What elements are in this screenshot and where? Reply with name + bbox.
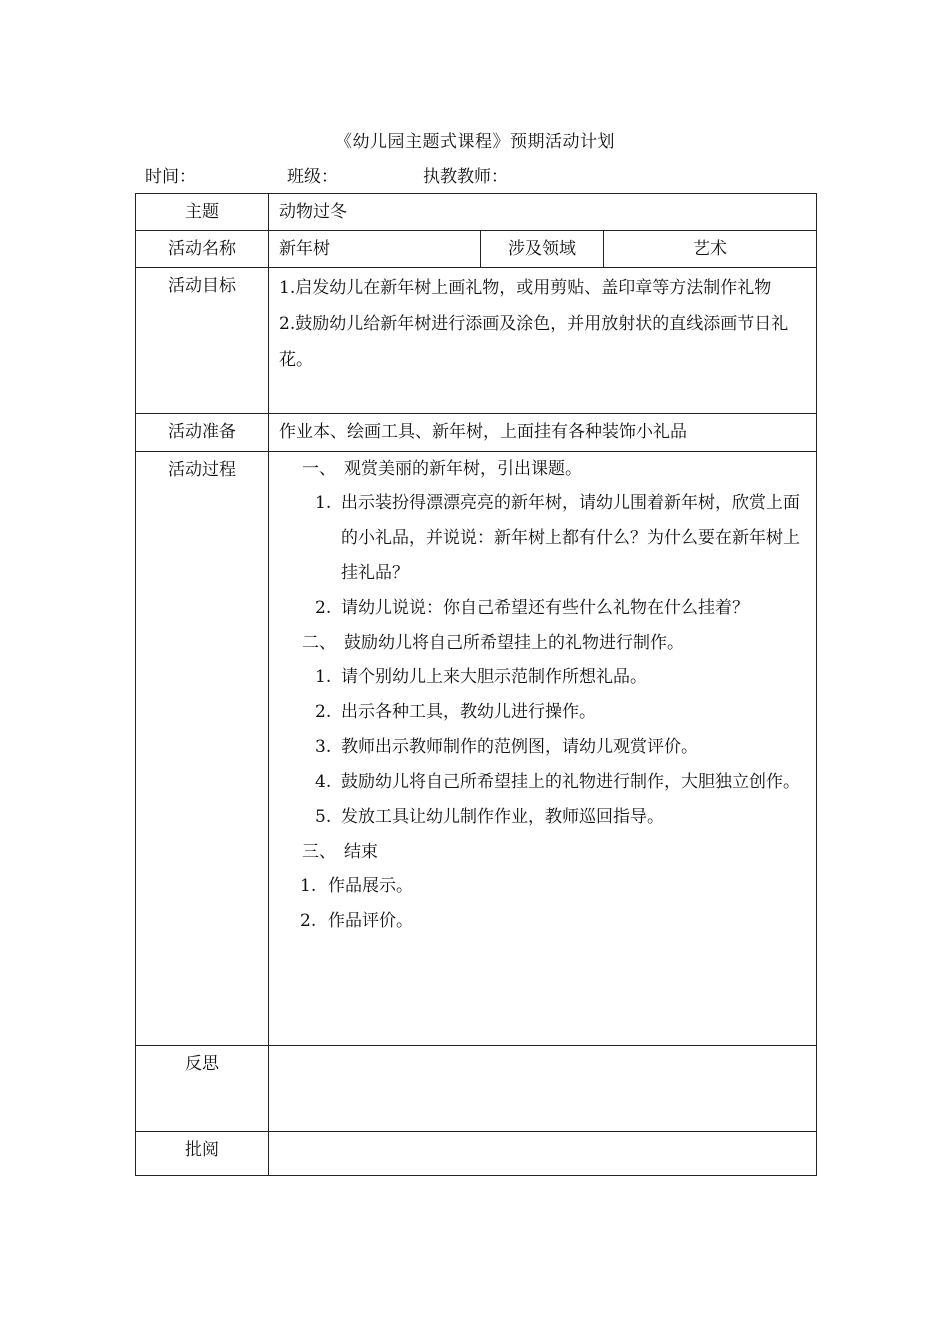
activity-name-label: 活动名称 xyxy=(136,231,269,268)
page-title: 《幼儿园主题式课程》预期活动计划 xyxy=(335,132,615,152)
process-section-heading xyxy=(269,835,810,869)
process-cell xyxy=(269,452,817,1046)
process-step xyxy=(269,869,810,904)
process-step xyxy=(269,486,810,591)
activity-name-row xyxy=(136,231,817,268)
step-text: 教师出示教师制作的范例图，请幼儿观赏评价。 xyxy=(341,737,698,757)
step-number: 1. xyxy=(315,493,332,513)
section-number: 一、 xyxy=(302,459,336,479)
step-text: 出示装扮得漂漂亮亮的新年树，请幼儿围着新年树，欣赏上面的小礼品，并说说：新年树上都有什么？为什么要在新年树上挂礼品？ xyxy=(341,493,800,583)
goal-item: 2.鼓励幼儿给新年树进行添画及涂色，并用放射状的直线添画节日礼花。 xyxy=(279,314,789,370)
process-section-heading xyxy=(269,452,810,486)
process-row xyxy=(136,452,817,1046)
process-step xyxy=(269,730,810,765)
process-step xyxy=(269,765,810,800)
class-label: 班级： xyxy=(287,167,338,187)
step-number: 3. xyxy=(315,737,332,757)
process-section-heading xyxy=(269,626,810,660)
reflection-value xyxy=(269,1046,817,1132)
step-number: 2. xyxy=(300,911,317,931)
domain-value: 艺术 xyxy=(604,231,817,268)
process-step xyxy=(269,904,810,939)
goals-cell xyxy=(269,268,817,414)
step-text: 作品评价。 xyxy=(328,911,413,931)
section-text: 观赏美丽的新年树，引出课题。 xyxy=(344,459,582,479)
goal-item: 1.启发幼儿在新年树上画礼物，或用剪贴、盖印章等方法制作礼物 xyxy=(279,278,772,298)
step-number: 1. xyxy=(300,876,317,896)
section-number: 三、 xyxy=(302,842,336,862)
review-label: 批阅 xyxy=(136,1132,269,1176)
step-text: 鼓励幼儿将自己所希望挂上的礼物进行制作，大胆独立创作。 xyxy=(341,772,800,792)
step-number: 2. xyxy=(315,702,332,722)
time-label: 时间： xyxy=(145,167,196,187)
prep-row xyxy=(136,414,817,452)
reflection-row xyxy=(136,1046,817,1132)
review-row xyxy=(136,1132,817,1176)
process-step xyxy=(269,800,810,835)
prep-label: 活动准备 xyxy=(136,414,269,452)
section-number: 二、 xyxy=(302,633,336,653)
goals-label: 活动目标 xyxy=(136,268,269,414)
step-text: 请幼儿说说：你自己希望还有些什么礼物在什么挂着？ xyxy=(341,598,749,618)
activity-plan-table xyxy=(135,193,817,1176)
process-label: 活动过程 xyxy=(136,452,269,1046)
step-number: 4. xyxy=(315,772,332,792)
theme-row xyxy=(136,194,817,231)
teacher-label: 执教教师： xyxy=(423,167,508,187)
reflection-label: 反思 xyxy=(136,1046,269,1132)
step-text: 作品展示。 xyxy=(328,876,413,896)
activity-name-value: 新年树 xyxy=(269,231,481,268)
step-text: 出示各种工具，教幼儿进行操作。 xyxy=(341,702,596,722)
section-text: 鼓励幼儿将自己所希望挂上的礼物进行制作。 xyxy=(344,633,684,653)
step-text: 请个别幼儿上来大胆示范制作所想礼品。 xyxy=(341,667,647,687)
theme-label: 主题 xyxy=(136,194,269,231)
domain-label: 涉及领域 xyxy=(481,231,604,268)
theme-value: 动物过冬 xyxy=(269,194,817,231)
step-number: 2. xyxy=(315,598,332,618)
process-step xyxy=(269,695,810,730)
process-step xyxy=(269,591,810,626)
step-text: 发放工具让幼儿制作作业，教师巡回指导。 xyxy=(341,807,664,827)
process-step xyxy=(269,660,810,695)
prep-value: 作业本、绘画工具、新年树，上面挂有各种装饰小礼品 xyxy=(269,414,817,452)
step-number: 1. xyxy=(315,667,332,687)
section-text: 结束 xyxy=(344,842,378,862)
step-number: 5. xyxy=(315,807,332,827)
goals-row xyxy=(136,268,817,414)
review-value xyxy=(269,1132,817,1176)
